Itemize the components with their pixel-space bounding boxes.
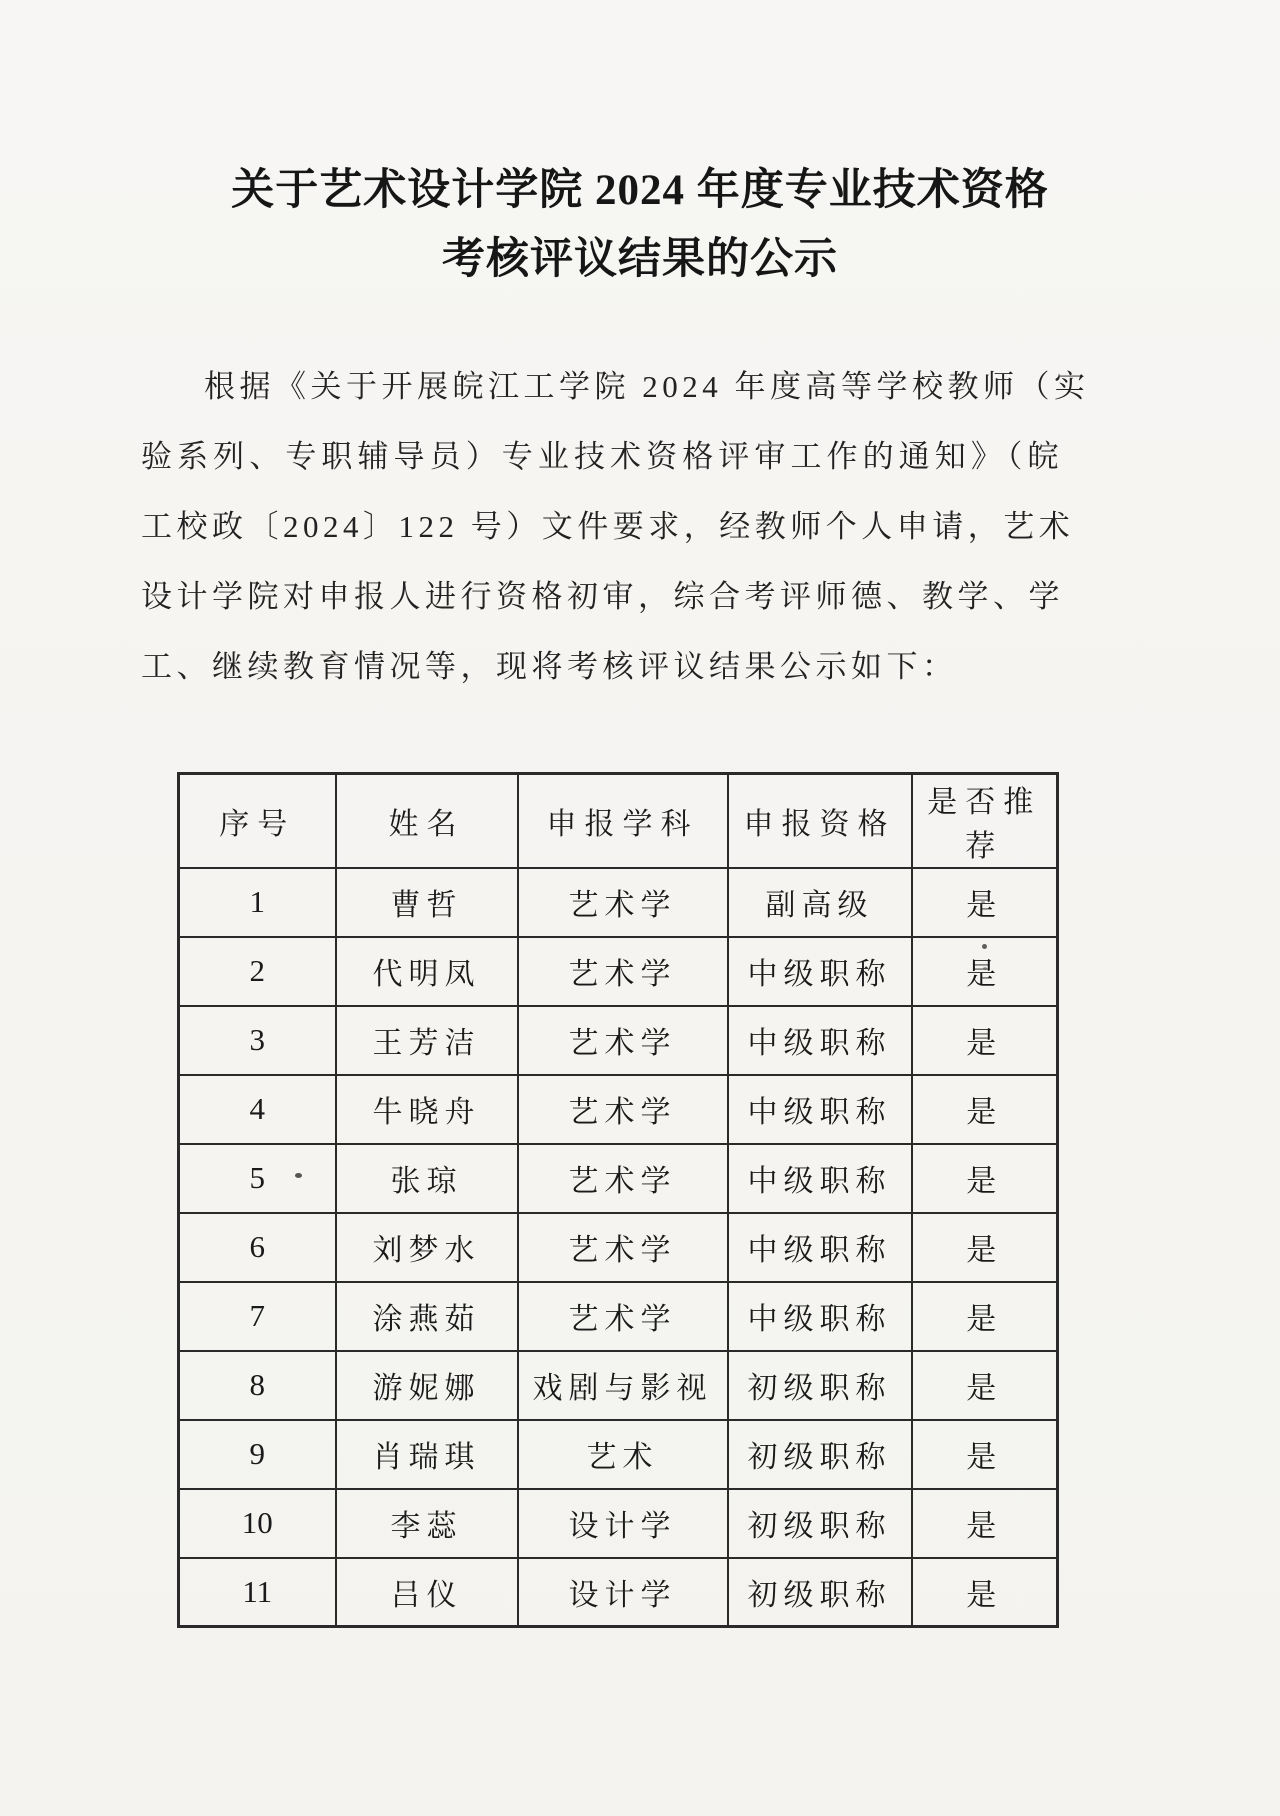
table-cell: 4 — [179, 1075, 336, 1144]
notice-body — [141, 352, 1090, 702]
table-cell: 10 — [179, 1489, 336, 1558]
table-cell: 游妮娜 — [336, 1351, 518, 1420]
table-cell: 是 — [912, 1351, 1058, 1420]
table-row — [179, 868, 1058, 937]
table-cell: 11 — [179, 1558, 336, 1627]
table-cell: 7 — [179, 1282, 336, 1351]
body-line: 工、继续教育情况等，现将考核评议结果公示如下： — [141, 649, 958, 684]
table-cell: 涂燕茹 — [336, 1282, 518, 1351]
table-row — [179, 1213, 1058, 1282]
table-cell: 牛晓舟 — [336, 1075, 518, 1144]
table-cell: 是 — [912, 1558, 1058, 1627]
table-cell: 是 — [912, 1006, 1058, 1075]
table-cell: 6 — [179, 1213, 336, 1282]
table-cell: 艺术学 — [518, 937, 728, 1006]
table-cell: 艺术学 — [518, 1075, 728, 1144]
body-line: 根据《关于开展皖江工学院 2024 年度高等学校教师（实 — [204, 369, 1090, 404]
table-row — [179, 937, 1058, 1006]
table-cell: 曹哲 — [336, 868, 518, 937]
table-row — [179, 1351, 1058, 1420]
column-header: 姓名 — [336, 774, 518, 868]
table-cell: 设计学 — [518, 1558, 728, 1627]
table-cell: 吕仪 — [336, 1558, 518, 1627]
table-cell: 中级职称 — [728, 1144, 912, 1213]
column-header: 是否推荐 — [912, 774, 1058, 868]
table-cell: 1 — [179, 868, 336, 937]
table-cell: 中级职称 — [728, 1006, 912, 1075]
notice-title-line-1: 关于艺术设计学院 2024 年度专业技术资格 — [231, 167, 1049, 214]
table-cell: 肖瑞琪 — [336, 1420, 518, 1489]
ink-speck — [983, 967, 987, 970]
table-cell: 艺术学 — [518, 1213, 728, 1282]
column-header: 序号 — [179, 774, 336, 868]
ink-speck — [981, 901, 985, 904]
table-cell: 中级职称 — [728, 1075, 912, 1144]
table-cell: 初级职称 — [728, 1489, 912, 1558]
table-cell: 3 — [179, 1006, 336, 1075]
table-cell: 是 — [912, 1282, 1058, 1351]
table-row — [179, 1558, 1058, 1627]
table-cell: 是 — [912, 1075, 1058, 1144]
ink-speck — [295, 1173, 302, 1178]
table-cell: 初级职称 — [728, 1558, 912, 1627]
table-cell: 王芳洁 — [336, 1006, 518, 1075]
notice-title-line-2: 考核评议结果的公示 — [442, 236, 838, 283]
table-cell: 艺术学 — [518, 868, 728, 937]
column-header: 申报资格 — [728, 774, 912, 868]
table-cell: 初级职称 — [728, 1420, 912, 1489]
table-cell: 中级职称 — [728, 1213, 912, 1282]
table-cell: 初级职称 — [728, 1351, 912, 1420]
table-cell: 艺术学 — [518, 1282, 728, 1351]
notice-title — [0, 156, 1280, 294]
table-header-row — [179, 774, 1058, 868]
table-cell: 张琼 — [336, 1144, 518, 1213]
table-cell: 副高级 — [728, 868, 912, 937]
table-cell: 是 — [912, 1489, 1058, 1558]
table-row — [179, 1420, 1058, 1489]
table-row — [179, 1282, 1058, 1351]
table-cell: 8 — [179, 1351, 336, 1420]
table-cell: 是 — [912, 1213, 1058, 1282]
table-cell: 是 — [912, 937, 1058, 1006]
column-header: 申报学科 — [518, 774, 728, 868]
table-cell: 艺术学 — [518, 1006, 728, 1075]
table-cell: 是 — [912, 1144, 1058, 1213]
table-cell: 刘梦水 — [336, 1213, 518, 1282]
table-cell: 9 — [179, 1420, 336, 1489]
body-line: 工校政〔2024〕122 号）文件要求，经教师个人申请，艺术 — [141, 509, 1075, 544]
table-cell: 戏剧与影视 — [518, 1351, 728, 1420]
table-cell: 设计学 — [518, 1489, 728, 1558]
table-row — [179, 1006, 1058, 1075]
table-cell: 艺术 — [518, 1420, 728, 1489]
table-cell: 是 — [912, 1420, 1058, 1489]
results-table — [177, 772, 1059, 1628]
table-cell: 中级职称 — [728, 937, 912, 1006]
ink-speck — [982, 944, 987, 949]
table-cell: 2 — [179, 937, 336, 1006]
table-row — [179, 1489, 1058, 1558]
table-row — [179, 1144, 1058, 1213]
body-line: 设计学院对申报人进行资格初审，综合考评师德、教学、学 — [141, 579, 1064, 614]
table-cell: 是 — [912, 868, 1058, 937]
table-cell: 艺术学 — [518, 1144, 728, 1213]
table-row — [179, 1075, 1058, 1144]
body-line: 验系列、专职辅导员）专业技术资格评审工作的通知》（皖 — [141, 439, 1063, 474]
table-cell: 5 — [179, 1144, 336, 1213]
table-cell: 李蕊 — [336, 1489, 518, 1558]
table-cell: 中级职称 — [728, 1282, 912, 1351]
table-cell: 代明凤 — [336, 937, 518, 1006]
